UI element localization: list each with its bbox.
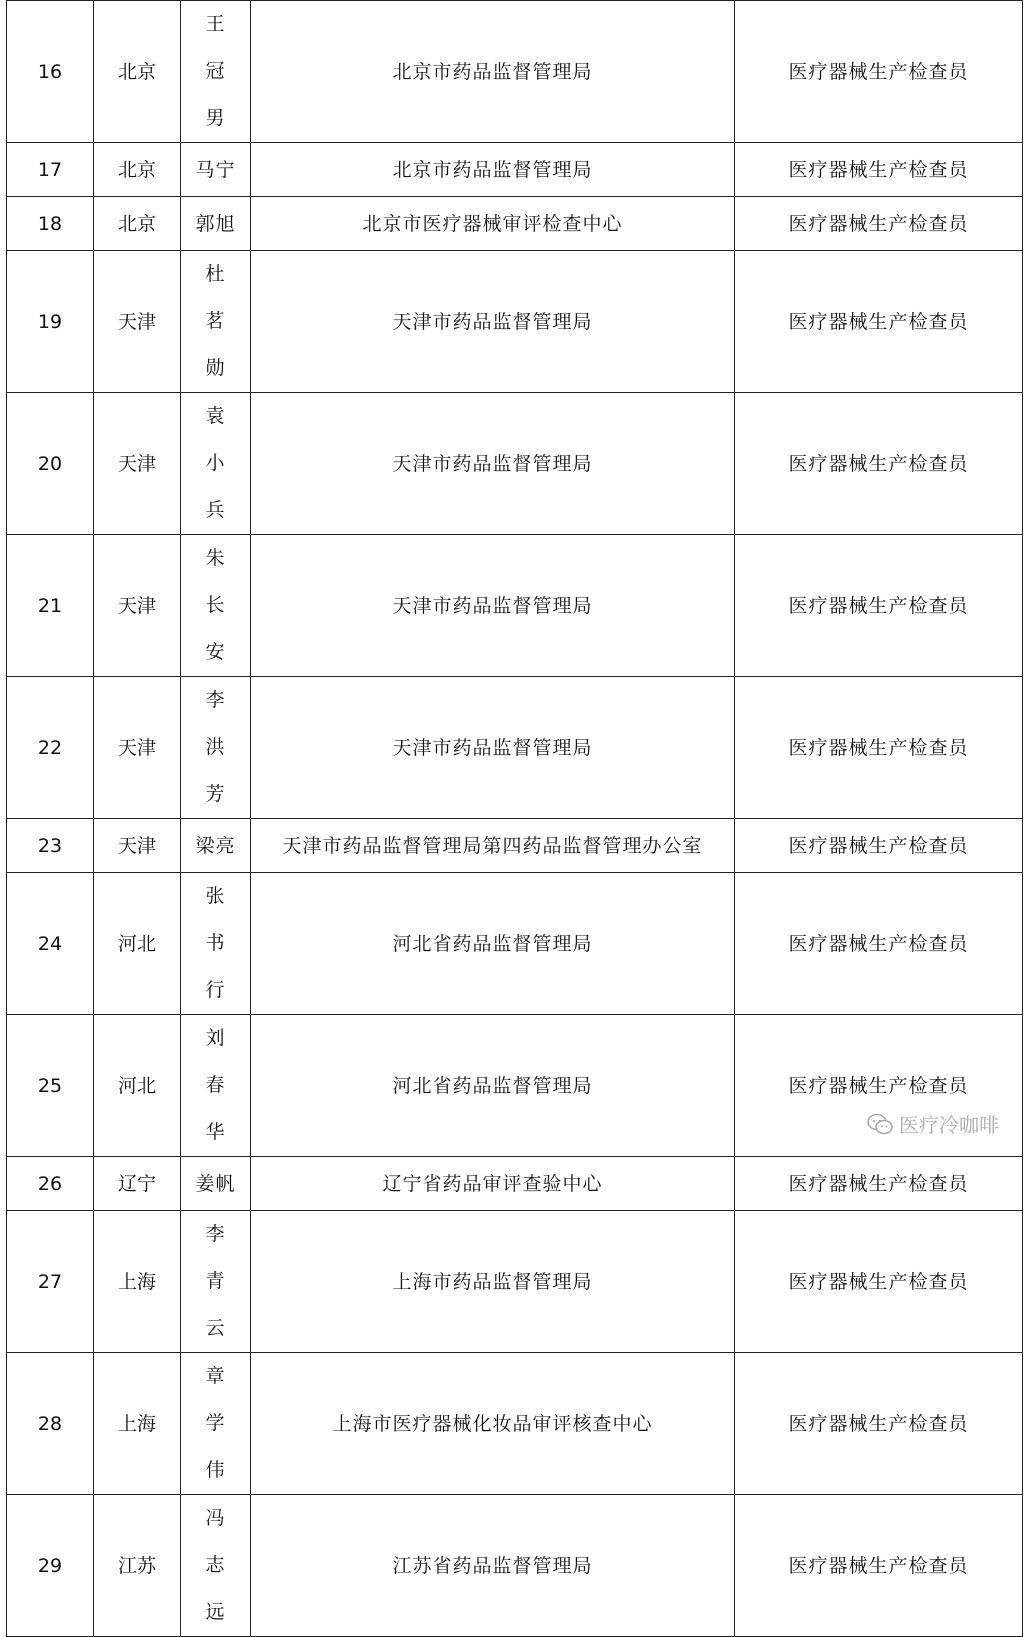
province-cell: 天津 <box>94 393 181 535</box>
inspector-role-cell: 医疗器械生产检查员 <box>735 1495 1023 1637</box>
inspector-role-cell: 医疗器械生产检查员 <box>735 819 1023 873</box>
inspector-roster-sheet <box>6 0 1022 1637</box>
inspector-name: 李青云 <box>205 1223 226 1339</box>
inspector-name: 袁小兵 <box>205 405 226 521</box>
inspector-role-cell: 医疗器械生产检查员 <box>735 1 1023 143</box>
inspector-role-cell: 医疗器械生产检查员 <box>735 251 1023 393</box>
row-number: 20 <box>7 393 94 535</box>
inspector-name: 李洪芳 <box>205 689 226 805</box>
row-number: 25 <box>7 1015 94 1157</box>
table-row <box>7 393 1023 535</box>
work-unit-cell: 北京市药品监督管理局 <box>251 1 735 143</box>
inspector-roster-table <box>6 0 1023 1637</box>
row-number: 26 <box>7 1157 94 1211</box>
province-cell: 天津 <box>94 535 181 677</box>
province-cell: 河北 <box>94 1015 181 1157</box>
inspector-name: 马宁 <box>195 158 236 181</box>
work-unit-cell: 上海市医疗器械化妆品审评核查中心 <box>251 1353 735 1495</box>
work-unit-cell: 天津市药品监督管理局 <box>251 677 735 819</box>
inspector-name-cell <box>181 1353 251 1495</box>
roster-body <box>7 1 1023 1637</box>
province-cell: 河北 <box>94 873 181 1015</box>
province-cell: 北京 <box>94 1 181 143</box>
table-row <box>7 1015 1023 1157</box>
inspector-role-cell: 医疗器械生产检查员 <box>735 1353 1023 1495</box>
row-number: 29 <box>7 1495 94 1637</box>
inspector-role-cell: 医疗器械生产检查员 <box>735 873 1023 1015</box>
work-unit-cell: 上海市药品监督管理局 <box>251 1211 735 1353</box>
inspector-role-cell: 医疗器械生产检查员 <box>735 197 1023 251</box>
inspector-name: 章学伟 <box>205 1365 226 1481</box>
table-row <box>7 677 1023 819</box>
work-unit-cell: 北京市药品监督管理局 <box>251 143 735 197</box>
inspector-name: 朱长安 <box>205 547 226 663</box>
inspector-role-cell: 医疗器械生产检查员 <box>735 1015 1023 1157</box>
table-row <box>7 1495 1023 1637</box>
watermark-text: 医疗冷咖啡 <box>899 1113 999 1137</box>
work-unit-cell: 江苏省药品监督管理局 <box>251 1495 735 1637</box>
work-unit-cell: 天津市药品监督管理局 <box>251 251 735 393</box>
inspector-name: 冯志远 <box>205 1507 226 1623</box>
table-row <box>7 1353 1023 1495</box>
inspector-name-cell <box>181 1495 251 1637</box>
work-unit-cell: 天津市药品监督管理局 <box>251 393 735 535</box>
inspector-name-cell <box>181 251 251 393</box>
row-number: 19 <box>7 251 94 393</box>
province-cell: 北京 <box>94 197 181 251</box>
inspector-name-cell <box>181 197 251 251</box>
inspector-name-cell <box>181 535 251 677</box>
inspector-role-cell: 医疗器械生产检查员 <box>735 1157 1023 1211</box>
inspector-role-cell: 医疗器械生产检查员 <box>735 393 1023 535</box>
table-row <box>7 197 1023 251</box>
inspector-name-cell <box>181 819 251 873</box>
province-cell: 上海 <box>94 1353 181 1495</box>
inspector-name: 王冠男 <box>205 13 226 129</box>
province-cell: 辽宁 <box>94 1157 181 1211</box>
table-row <box>7 143 1023 197</box>
row-number: 23 <box>7 819 94 873</box>
table-row <box>7 1157 1023 1211</box>
inspector-name-cell <box>181 143 251 197</box>
province-cell: 天津 <box>94 819 181 873</box>
work-unit-cell: 辽宁省药品审评查验中心 <box>251 1157 735 1211</box>
inspector-name: 梁亮 <box>195 834 236 857</box>
inspector-name-cell <box>181 873 251 1015</box>
inspector-name: 郭旭 <box>195 212 236 235</box>
inspector-role-cell: 医疗器械生产检查员 <box>735 535 1023 677</box>
province-cell: 天津 <box>94 677 181 819</box>
work-unit-cell: 天津市药品监督管理局 <box>251 535 735 677</box>
work-unit-cell: 河北省药品监督管理局 <box>251 873 735 1015</box>
province-cell: 北京 <box>94 143 181 197</box>
inspector-role-cell: 医疗器械生产检查员 <box>735 677 1023 819</box>
inspector-name-cell <box>181 677 251 819</box>
row-number: 21 <box>7 535 94 677</box>
table-row <box>7 1 1023 143</box>
work-unit-cell: 天津市药品监督管理局第四药品监督管理办公室 <box>251 819 735 873</box>
inspector-name-cell <box>181 1 251 143</box>
row-number: 18 <box>7 197 94 251</box>
inspector-name-cell <box>181 1157 251 1211</box>
table-row <box>7 535 1023 677</box>
table-row <box>7 873 1023 1015</box>
inspector-name: 杜茗勋 <box>205 263 226 379</box>
inspector-role-cell: 医疗器械生产检查员 <box>735 1211 1023 1353</box>
work-unit-cell: 河北省药品监督管理局 <box>251 1015 735 1157</box>
row-number: 16 <box>7 1 94 143</box>
row-number: 17 <box>7 143 94 197</box>
province-cell: 上海 <box>94 1211 181 1353</box>
province-cell: 江苏 <box>94 1495 181 1637</box>
inspector-name-cell <box>181 393 251 535</box>
row-number: 22 <box>7 677 94 819</box>
inspector-name-cell <box>181 1211 251 1353</box>
table-row <box>7 819 1023 873</box>
inspector-name: 张书行 <box>205 885 226 1001</box>
work-unit-cell: 北京市医疗器械审评检查中心 <box>251 197 735 251</box>
inspector-name: 姜帆 <box>195 1172 236 1195</box>
inspector-name-cell <box>181 1015 251 1157</box>
row-number: 27 <box>7 1211 94 1353</box>
province-cell: 天津 <box>94 251 181 393</box>
inspector-role-cell: 医疗器械生产检查员 <box>735 143 1023 197</box>
row-number: 24 <box>7 873 94 1015</box>
table-row <box>7 251 1023 393</box>
row-number: 28 <box>7 1353 94 1495</box>
inspector-name: 刘春华 <box>205 1027 226 1143</box>
table-row <box>7 1211 1023 1353</box>
